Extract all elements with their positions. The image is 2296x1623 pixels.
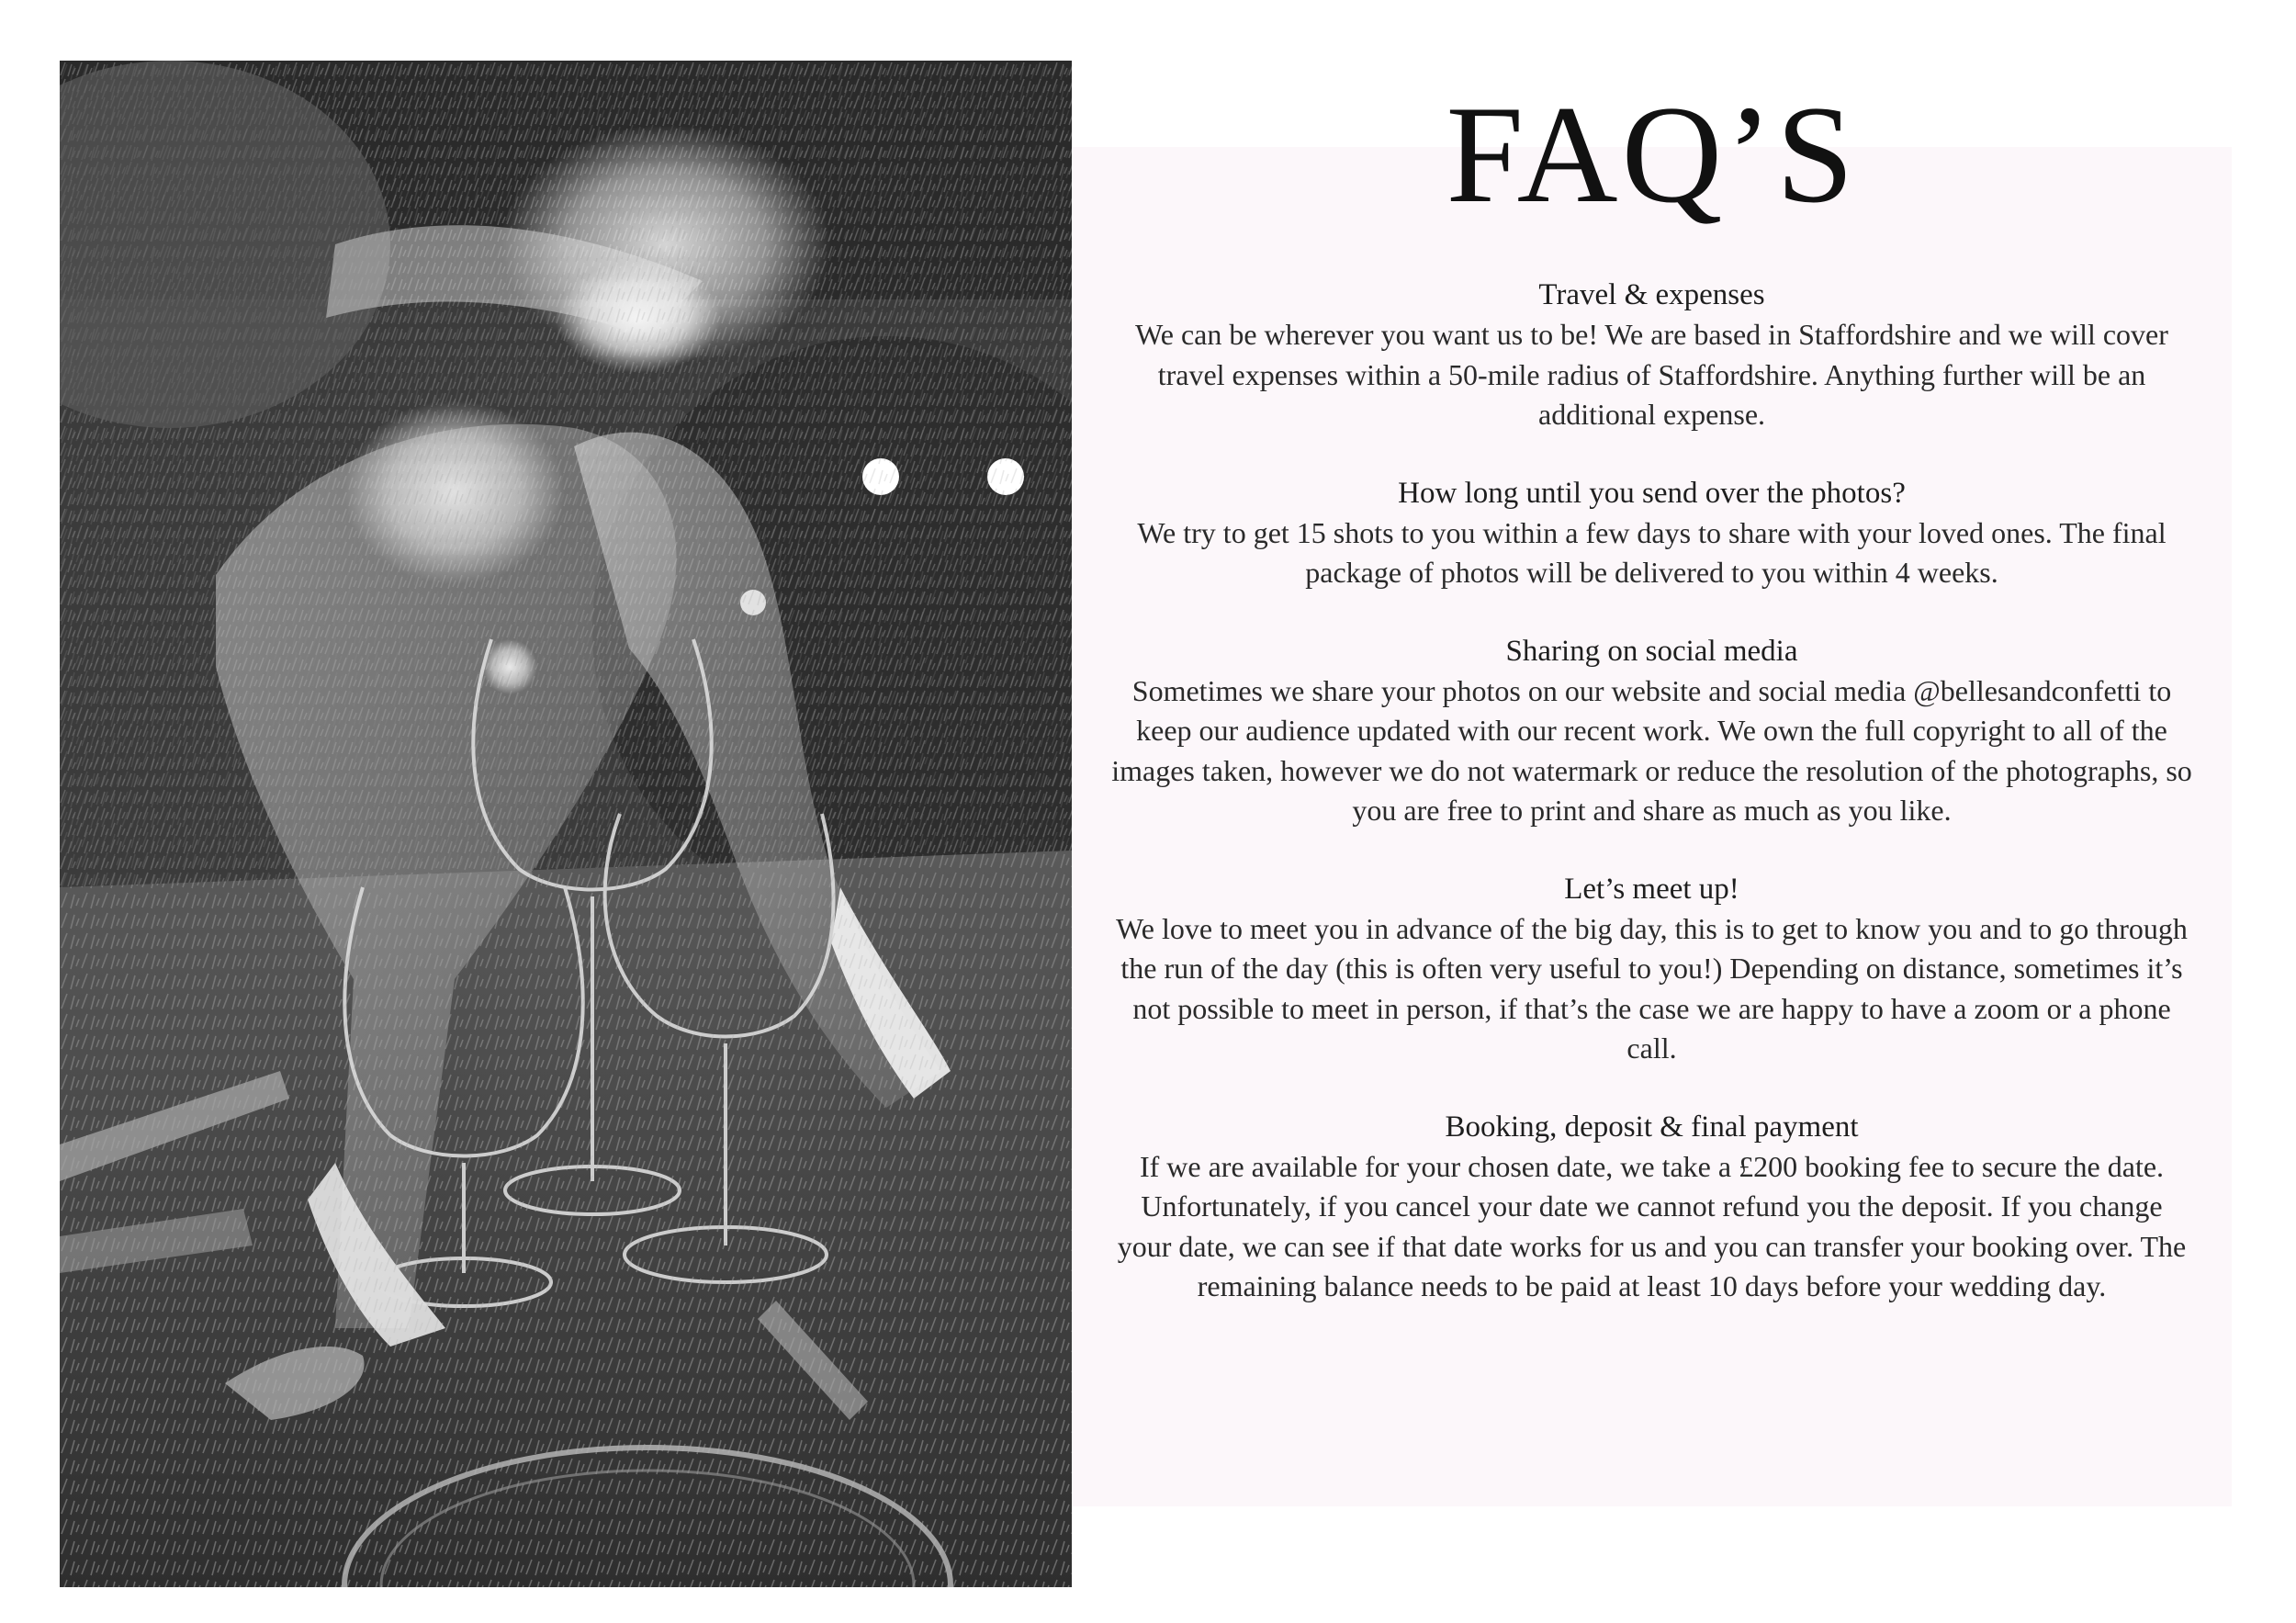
faq-question: Sharing on social media [1505,634,1798,668]
faq-item-delivery [1111,474,2192,593]
faq-item-travel [1111,276,2192,435]
faq-question: Booking, deposit & final payment [1445,1110,1859,1144]
page-title: FAQ’S [1446,77,1858,231]
faq-answer: We try to get 15 shots to you within a few days to share with your loved ones. The final package of photos will be delivered to you within 4 weeks. [1137,515,2167,589]
faq-list [1111,276,2192,1346]
faq-question: Let’s meet up! [1564,872,1739,906]
photo-dog-wine-glasses [60,61,1072,1587]
photo-illustration [60,61,1072,1587]
faq-item-booking [1111,1108,2192,1307]
faq-answer: We can be wherever you want us to be! We are based in Staffordshire and we will cover travel expenses within a 50-mile radius of Staffordshire. Anything further will be an additional expense. [1135,318,2168,431]
faq-question: How long until you send over the photos? [1398,476,1906,510]
faq-answer: Sometimes we share your photos on our website and social media @bellesandconfetti to keep our audience updated with our recent work. We own the full copyright to all of the images taken, however we do not watermark or reduce the resolution of the photographs, so you are free to print and share as much as you like. [1111,673,2192,827]
faq-item-meet-up [1111,870,2192,1069]
faq-answer: If we are available for your chosen date, we take a £200 booking fee to secure the date. Unfortunately, if you cancel your date we cannot refund you the deposit. If you change your date, we can see if that date works for us and you can transfer your booking over. The remaining balance needs to be paid at least 10 days before your wedding day. [1117,1149,2187,1302]
faq-answer: We love to meet you in advance of the big day, this is to get to know you and to go through the run of the day (this is often very useful to you!) Depending on distance, sometimes it’s not possible to meet in person, if that’s the case we are happy to have a zoom or a phone call. [1116,911,2188,1065]
faq-question: Travel & expenses [1538,278,1765,311]
faq-item-social-media [1111,632,2192,831]
